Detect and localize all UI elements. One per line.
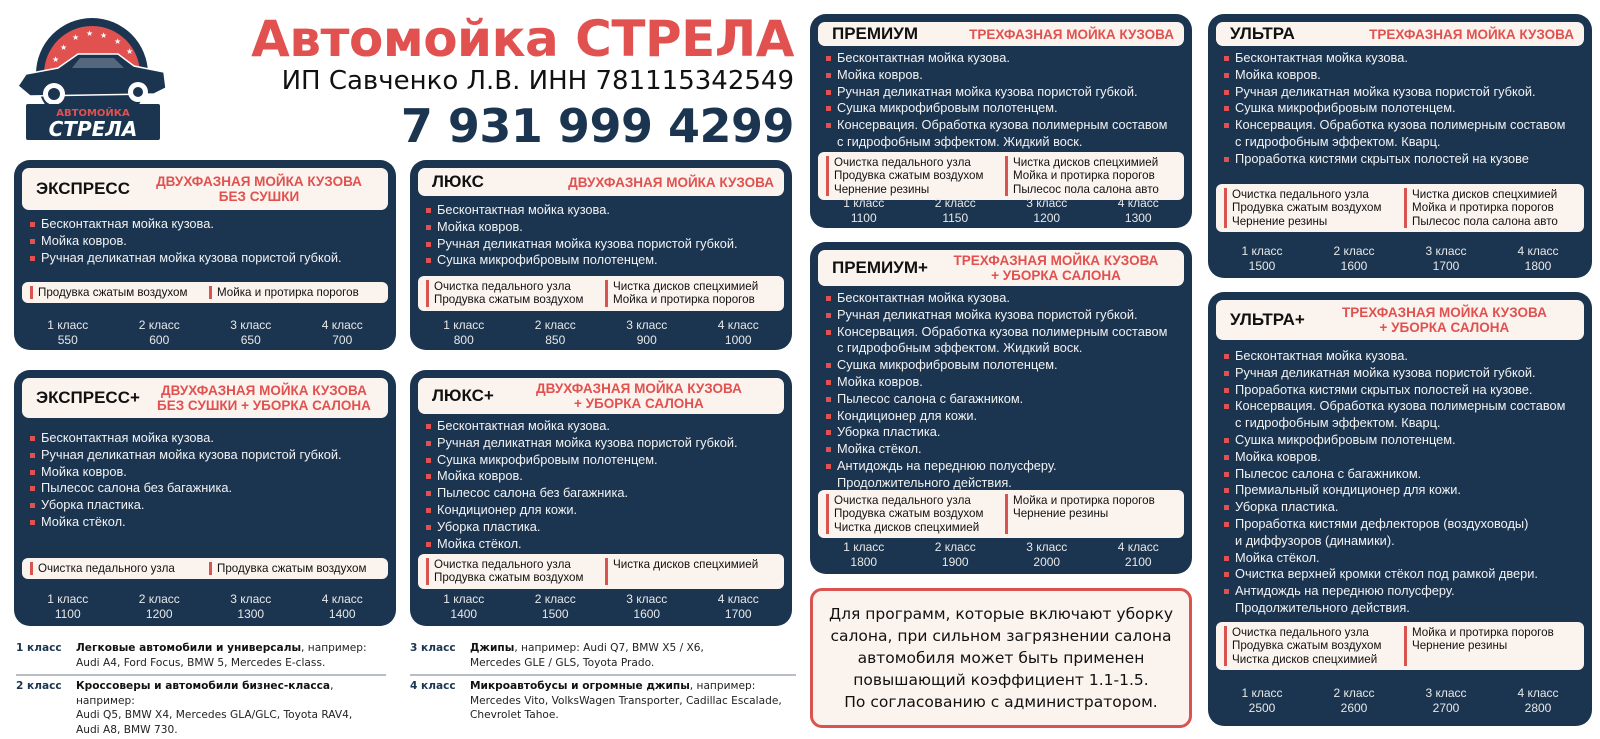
feature-item: Кондиционер для кожи. [826, 408, 1186, 425]
extras-column [605, 280, 776, 307]
price-value: 1400 [328, 607, 356, 621]
feature-item: Бесконтактная мойка кузова. [30, 216, 390, 233]
price-value: 650 [240, 333, 261, 347]
price-class-label: 2 класс [138, 318, 180, 332]
feature-item: Ручная деликатная мойка кузова пористой губкой. [1224, 365, 1586, 382]
feature-item: Мойка стёкол. [826, 441, 1186, 458]
feature-item: Сушка микрофибровым полотенцем. [1224, 432, 1586, 449]
extras-box [418, 554, 784, 589]
price-value: 1600 [1340, 259, 1368, 273]
svg-text:★: ★ [100, 31, 108, 40]
feature-item: Мойка ковров. [826, 67, 1186, 84]
extra-service: Продувка сжатым воздухом [834, 169, 984, 183]
feature-item: Консервация. Обработка кузова полимерным составом с гидрофобным эффектом. Кварц. [1224, 398, 1586, 432]
program-subtitle: ДВУХФАЗНАЯ МОЙКА КУЗОВА БЕЗ СУШКИ [156, 174, 362, 204]
feature-item: Премиальный кондиционер для кожи. [1224, 482, 1586, 499]
extra-service: Очистка педального узла [834, 156, 971, 169]
program-name: ЭКСПРЕСС [36, 179, 130, 198]
price-cell-class-3 [601, 592, 693, 622]
class-legend-right [410, 638, 796, 727]
legend-class-title: Джипы [470, 642, 515, 654]
price-value: 2800 [1524, 701, 1552, 715]
price-class-label: 3 класс [1026, 196, 1068, 210]
feature-item: Мойка ковров. [1224, 67, 1586, 84]
feature-list [30, 216, 390, 266]
phone-number[interactable]: 7 931 999 4299 [400, 99, 794, 153]
extras-column [1404, 626, 1576, 666]
svg-text:★: ★ [114, 37, 122, 46]
extra-service: Очистка педального узла [834, 494, 971, 507]
feature-item: Мойка ковров. [826, 374, 1186, 391]
owner-info: ИП Савченко Л.В. ИНН 781115342549 [281, 66, 794, 96]
price-cell-class-2 [510, 318, 602, 348]
feature-item: Пылесос салона без багажника. [30, 480, 390, 497]
extras-column [1224, 626, 1396, 666]
extra-service: Очистка педального узла [38, 562, 175, 575]
feature-list [826, 290, 1186, 492]
extra-service: Пылесос пола салона авто [1013, 182, 1159, 196]
extras-column [605, 558, 776, 585]
price-class-label: 4 класс [717, 318, 759, 332]
extras-column [209, 562, 380, 575]
price-class-label: 4 класс [321, 318, 363, 332]
extra-service: Продувка сжатым воздухом [434, 293, 584, 307]
program-subtitle: ДВУХФАЗНАЯ МОЙКА КУЗОВА [568, 174, 774, 190]
feature-item: Консервация. Обработка кузова полимерным составом с гидрофобным эффектом. Жидкий воск. [826, 117, 1186, 151]
program-subtitle: ТРЕХФАЗНАЯ МОЙКА КУЗОВА [969, 26, 1174, 42]
price-value: 1900 [941, 555, 969, 569]
price-cell-class-1 [818, 196, 910, 226]
legend-class-examples: , например: Audi Q5, BMW X4, Mercedes GLA/GLC, Toyota RAV4, Audi A8, BMW 730. [76, 680, 353, 736]
price-value: 1600 [633, 607, 661, 621]
legend-class-examples: , например: Audi Q7, BMW X5 / X6, Mercedes GLE / GLS, Toyota Prado. [470, 642, 704, 669]
feature-item: Уборка пластика. [826, 424, 1186, 441]
feature-item: Ручная деликатная мойка кузова пористой губкой. [30, 250, 390, 267]
extra-service: Мойка и протирка порогов [613, 293, 755, 307]
price-value: 700 [332, 333, 353, 347]
legend-class-label: 3 класс [410, 642, 456, 654]
extra-service: Очистка педального узла [434, 558, 571, 571]
price-value: 800 [453, 333, 474, 347]
price-class-label: 4 класс [1517, 244, 1559, 258]
feature-item: Сушка микрофибровым полотенцем. [426, 452, 786, 469]
extra-service: Чистка дисков спецхимией [1013, 156, 1159, 169]
feature-item: Проработка кистями дефлекторов (воздуховоды) и диффузоров (динамики). [1224, 516, 1586, 550]
program-name: УЛЬТРА [1230, 24, 1295, 43]
feature-item: Сушка микрофибровым полотенцем. [426, 252, 786, 269]
price-cell-class-2 [114, 318, 206, 348]
feature-item: Уборка пластика. [1224, 499, 1586, 516]
feature-item: Кондиционер для кожи. [426, 502, 786, 519]
price-class-label: 4 класс [1117, 540, 1159, 554]
extras-column [30, 286, 201, 299]
price-value: 550 [57, 333, 78, 347]
price-cell-class-4 [693, 318, 785, 348]
program-name: ПРЕМИУМ+ [832, 258, 928, 277]
extras-column [826, 156, 997, 196]
program-name: ЭКСПРЕСС+ [36, 388, 140, 407]
extras-column [426, 558, 597, 585]
svg-text:★: ★ [126, 47, 134, 56]
price-value: 1100 [54, 607, 81, 621]
extra-service: Мойка и протирка порогов [1412, 201, 1554, 215]
feature-item: Ручная деликатная мойка кузова пористой губкой. [426, 435, 786, 452]
card-header [818, 250, 1184, 286]
legend-row-class-1 [16, 638, 386, 674]
extras-box [1216, 622, 1584, 670]
feature-item: Бесконтактная мойка кузова. [826, 50, 1186, 67]
price-cell-class-4 [297, 592, 389, 622]
extra-service: Очистка педального узла [1232, 188, 1369, 201]
feature-item: Пылесос салона без багажника. [426, 485, 786, 502]
feature-item: Мойка ковров. [30, 233, 390, 250]
extras-box [22, 558, 388, 579]
price-table [818, 540, 1184, 570]
price-cell-class-1 [418, 592, 510, 622]
extra-service: Продувка сжатым воздухом [1232, 201, 1382, 215]
price-class-label: 3 класс [626, 318, 668, 332]
price-value: 2000 [1033, 555, 1061, 569]
legend-class-title: Кроссоверы и автомобили бизнес-класса [76, 680, 331, 693]
feature-item: Уборка пластика. [426, 519, 786, 536]
legend-row-class-4 [410, 674, 796, 727]
price-table [22, 592, 388, 622]
svg-text:★: ★ [52, 55, 60, 64]
price-value: 1500 [541, 607, 569, 621]
price-value: 2100 [1124, 555, 1152, 569]
price-value: 2600 [1340, 701, 1368, 715]
price-cell-class-1 [418, 318, 510, 348]
program-name: ПРЕМИУМ [832, 24, 919, 43]
price-value: 2700 [1432, 701, 1460, 715]
feature-item: Консервация. Обработка кузова полимерным составом с гидрофобным эффектом. Жидкий воск. [826, 324, 1186, 358]
feature-item: Уборка пластика. [30, 497, 390, 514]
price-value: 600 [149, 333, 170, 347]
price-class-label: 1 класс [843, 196, 885, 210]
price-value: 1000 [724, 333, 752, 347]
price-value: 1200 [145, 607, 173, 621]
feature-item: Мойка ковров. [426, 468, 786, 485]
feature-item: Проработка кистями скрытых полостей на кузове. [1224, 382, 1586, 399]
extras-column [1005, 494, 1176, 534]
price-table [1216, 244, 1584, 274]
price-value: 1150 [942, 211, 969, 225]
feature-list [826, 50, 1186, 151]
feature-list [426, 418, 786, 552]
extra-service: Чистка дисков спецхимией [1412, 188, 1558, 201]
extras-column [426, 280, 597, 307]
feature-item: Проработка кистями скрытых полостей на кузове [1224, 151, 1586, 168]
extra-service: Чернение резины [834, 182, 930, 196]
extra-service: Чернение резины [1013, 507, 1109, 521]
price-cell-class-1 [22, 592, 114, 622]
price-cell-class-1 [1216, 686, 1308, 716]
feature-list [1224, 50, 1586, 168]
card-express [14, 160, 396, 350]
legend-class-label: 4 класс [410, 680, 456, 693]
price-table [818, 196, 1184, 226]
price-cell-class-1 [1216, 244, 1308, 274]
card-ultra [1208, 14, 1592, 278]
price-cell-class-4 [1492, 686, 1584, 716]
feature-item: Бесконтактная мойка кузова. [826, 290, 1186, 307]
extra-service: Продувка сжатым воздухом [834, 507, 984, 521]
class-legend-left [16, 638, 386, 739]
price-cell-class-3 [205, 318, 297, 348]
extra-service: Продувка сжатым воздухом [1232, 639, 1382, 653]
legend-row-class-3 [410, 638, 796, 674]
price-class-label: 4 класс [321, 592, 363, 606]
feature-list [30, 430, 390, 531]
price-cell-class-3 [601, 318, 693, 348]
price-class-label: 1 класс [1241, 686, 1283, 700]
svg-text:★: ★ [72, 33, 80, 42]
legend-class-title: Легковые автомобили и универсалы [76, 642, 302, 654]
price-cell-class-4 [1093, 196, 1185, 226]
legend-class-label: 1 класс [16, 642, 62, 654]
feature-item: Ручная деликатная мойка кузова пористой губкой. [426, 236, 786, 253]
price-class-label: 3 класс [230, 592, 272, 606]
price-class-label: 2 класс [138, 592, 180, 606]
price-value: 1100 [850, 211, 877, 225]
price-class-label: 2 класс [1333, 686, 1375, 700]
price-class-label: 1 класс [1241, 244, 1283, 258]
card-header [418, 168, 784, 196]
price-class-label: 2 класс [934, 540, 976, 554]
feature-item: Мойка ковров. [1224, 449, 1586, 466]
price-class-label: 2 класс [534, 318, 576, 332]
feature-item: Сушка микрофибровым полотенцем. [826, 100, 1186, 117]
legend-class-title: Микроавтобусы и огромные джипы [470, 680, 690, 693]
price-class-label: 1 класс [443, 318, 485, 332]
extra-service: Чистка дисков спецхимией [613, 280, 759, 293]
price-cell-class-2 [910, 196, 1002, 226]
price-value: 2500 [1248, 701, 1276, 715]
card-header [418, 378, 784, 414]
price-table [418, 318, 784, 348]
feature-item: Мойка стёкол. [426, 536, 786, 553]
program-name: УЛЬТРА+ [1230, 310, 1305, 329]
svg-text:★: ★ [60, 43, 68, 52]
extra-service: Очистка педального узла [1232, 626, 1369, 639]
extra-service: Чернение резины [1232, 214, 1328, 228]
price-cell-class-2 [1308, 244, 1400, 274]
price-value: 900 [636, 333, 657, 347]
price-cell-class-3 [1001, 540, 1093, 570]
price-value: 1800 [1524, 259, 1552, 273]
price-cell-class-4 [1492, 244, 1584, 274]
program-subtitle: ТРЕХФАЗНАЯ МОЙКА КУЗОВА + УБОРКА САЛОНА [1341, 305, 1547, 335]
feature-item: Мойка стёкол. [30, 514, 390, 531]
extra-service: Продувка сжатым воздухом [434, 571, 584, 585]
feature-item: Пылесос салона с багажником. [826, 391, 1186, 408]
price-cell-class-2 [114, 592, 206, 622]
price-class-label: 4 класс [1517, 686, 1559, 700]
extra-service: Продувка сжатым воздухом [38, 286, 188, 299]
extra-service: Чистка дисков спецхимией [613, 558, 759, 571]
price-cell-class-4 [1093, 540, 1185, 570]
feature-item: Очистка верхней кромки стёкол под рамкой двери. [1224, 566, 1586, 583]
price-cell-class-4 [693, 592, 785, 622]
price-class-label: 3 класс [230, 318, 272, 332]
legend-row-class-2 [16, 674, 386, 739]
price-value: 1300 [237, 607, 265, 621]
card-header [818, 22, 1184, 46]
feature-item: Сушка микрофибровым полотенцем. [1224, 100, 1586, 117]
logo-top-text: АВТОМОЙКА [56, 108, 130, 119]
card-header [22, 168, 388, 210]
feature-item: Ручная деликатная мойка кузова пористой губкой. [826, 307, 1186, 324]
feature-item: Мойка ковров. [426, 219, 786, 236]
feature-list [1224, 348, 1586, 617]
feature-item: Мойка стёкол. [1224, 550, 1586, 567]
card-lux [410, 160, 792, 350]
brand-logo [14, 16, 170, 142]
extras-box [1216, 184, 1584, 232]
feature-item: Пылесос салона с багажником. [1224, 466, 1586, 483]
price-cell-class-3 [1400, 244, 1492, 274]
price-class-label: 1 класс [47, 592, 89, 606]
extra-service: Чистка дисков спецхимией [1232, 652, 1378, 666]
extra-service: Мойка и протирка порогов [217, 286, 359, 299]
feature-item: Ручная деликатная мойка кузова пористой губкой. [1224, 84, 1586, 101]
price-cell-class-3 [205, 592, 297, 622]
feature-item: Ручная деликатная мойка кузова пористой губкой. [30, 447, 390, 464]
price-class-label: 1 класс [443, 592, 485, 606]
price-value: 1800 [850, 555, 878, 569]
feature-item: Консервация. Обработка кузова полимерным составом с гидрофобным эффектом. Кварц. [1224, 117, 1586, 151]
price-class-label: 3 класс [1425, 244, 1467, 258]
price-value: 1500 [1248, 259, 1276, 273]
card-premium-plus [810, 242, 1192, 574]
program-name: ЛЮКС [432, 172, 484, 191]
extra-service: Пылесос пола салона авто [1412, 214, 1558, 228]
feature-item: Антидождь на переднюю полусферу. Продолжительного действия. [826, 458, 1186, 492]
price-class-label: 2 класс [1333, 244, 1375, 258]
price-class-label: 4 класс [1117, 196, 1159, 210]
price-cell-class-2 [910, 540, 1002, 570]
extra-service: Мойка и протирка порогов [1013, 494, 1155, 507]
price-value: 1200 [1033, 211, 1061, 225]
price-class-label: 3 класс [626, 592, 668, 606]
extra-service: Чистка дисков спецхимией [834, 520, 980, 534]
price-class-label: 3 класс [1425, 686, 1467, 700]
price-cell-class-2 [510, 592, 602, 622]
feature-item: Бесконтактная мойка кузова. [1224, 348, 1586, 365]
program-subtitle: ТРЕХФАЗНАЯ МОЙКА КУЗОВА [1369, 26, 1574, 42]
program-subtitle: ДВУХФАЗНАЯ МОЙКА КУЗОВА БЕЗ СУШКИ + УБОРКА САЛОНА [156, 383, 371, 413]
logo-bottom-text: СТРЕЛА [48, 117, 138, 141]
price-table [418, 592, 784, 622]
extras-column [1224, 188, 1396, 228]
card-header [22, 378, 388, 418]
price-class-label: 2 класс [934, 196, 976, 210]
page-title: Автомойка СТРЕЛА [251, 10, 794, 68]
price-value: 850 [545, 333, 566, 347]
extras-column [209, 286, 380, 299]
extra-service: Очистка педального узла [434, 280, 571, 293]
feature-list [426, 202, 786, 269]
extra-service: Мойка и протирка порогов [1013, 169, 1155, 183]
price-class-label: 1 класс [843, 540, 885, 554]
price-cell-class-3 [1400, 686, 1492, 716]
program-name: ЛЮКС+ [432, 386, 494, 405]
feature-item: Бесконтактная мойка кузова. [30, 430, 390, 447]
program-subtitle: ДВУХФАЗНАЯ МОЙКА КУЗОВА + УБОРКА САЛОНА [535, 381, 742, 411]
svg-text:★: ★ [86, 29, 94, 38]
legend-class-examples: , например: Audi A4, Ford Focus, BMW 5, Mercedes E-class. [76, 642, 367, 669]
extras-column [826, 494, 997, 534]
extras-box [22, 282, 388, 303]
feature-item: Антидождь на переднюю полусферу. Продолжительного действия. [1224, 583, 1586, 617]
feature-item: Бесконтактная мойка кузова. [1224, 50, 1586, 67]
feature-item: Бесконтактная мойка кузова. [426, 202, 786, 219]
price-value: 1700 [724, 607, 752, 621]
extras-box [418, 276, 784, 311]
price-value: 1300 [1124, 211, 1152, 225]
price-table [1216, 686, 1584, 716]
card-header [1216, 22, 1584, 46]
price-class-label: 1 класс [47, 318, 89, 332]
price-cell-class-2 [1308, 686, 1400, 716]
card-express-plus [14, 370, 396, 626]
price-value: 1700 [1432, 259, 1460, 273]
price-class-label: 3 класс [1026, 540, 1068, 554]
feature-item: Мойка ковров. [30, 464, 390, 481]
legend-class-label: 2 класс [16, 680, 62, 693]
price-table [22, 318, 388, 348]
feature-item: Сушка микрофибровым полотенцем. [826, 357, 1186, 374]
card-header [1216, 300, 1584, 340]
card-premium [810, 14, 1192, 228]
extras-box [818, 152, 1184, 200]
price-cell-class-1 [818, 540, 910, 570]
extras-column [1005, 156, 1176, 196]
price-cell-class-3 [1001, 196, 1093, 226]
legend-class-examples: , например: Mercedes Vito, VolksWagen Transporter, Cadillac Escalade, Chevrolet Tahoe. [470, 680, 782, 722]
extras-column [1404, 188, 1576, 228]
extra-service: Чернение резины [1412, 639, 1508, 653]
card-ultra-plus [1208, 292, 1592, 726]
feature-item: Бесконтактная мойка кузова. [426, 418, 786, 435]
card-lux-plus [410, 370, 792, 626]
price-cell-class-4 [297, 318, 389, 348]
price-class-label: 2 класс [534, 592, 576, 606]
surcharge-note: Для программ, которые включают уборку салона, при сильном загрязнении салона автомобиля может быть применен повышающий коэффициент 1.1-1.5. По согласованию с администратором. [810, 588, 1192, 728]
extras-column [30, 562, 201, 575]
extras-box [818, 490, 1184, 538]
extra-service: Мойка и протирка порогов [1412, 626, 1554, 639]
program-subtitle: ТРЕХФАЗНАЯ МОЙКА КУЗОВА + УБОРКА САЛОНА [953, 253, 1159, 283]
price-class-label: 4 класс [717, 592, 759, 606]
extra-service: Продувка сжатым воздухом [217, 562, 367, 575]
feature-item: Ручная деликатная мойка кузова пористой губкой. [826, 84, 1186, 101]
price-cell-class-1 [22, 318, 114, 348]
price-value: 1400 [450, 607, 478, 621]
